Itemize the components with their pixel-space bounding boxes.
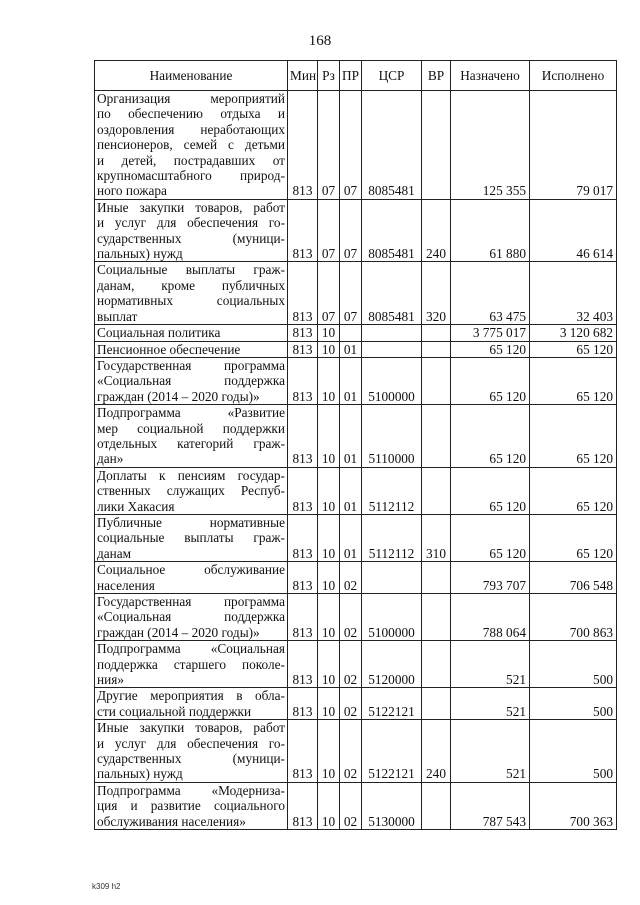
- cell-name-line: Публичные нормативные: [97, 514, 285, 530]
- header-assigned: Назначено: [451, 61, 530, 91]
- cell-min: 813: [288, 594, 318, 641]
- cell-rz: 10: [318, 467, 340, 514]
- cell-name-line: и услуг для обеспечения го-: [97, 215, 285, 231]
- cell-pr: 01: [340, 357, 362, 404]
- cell-rz: 10: [318, 782, 340, 829]
- cell-assigned: 793 707: [451, 562, 530, 594]
- cell-executed: 700 363: [530, 782, 617, 829]
- cell-csr: 5122121: [362, 688, 422, 720]
- cell-csr: 8085481: [362, 91, 422, 200]
- table-row: [95, 514, 617, 561]
- cell-name-line: Подпрограмма «Социальная: [97, 641, 285, 657]
- cell-name-line: пальных) нужд: [97, 246, 183, 262]
- cell-executed: 65 120: [530, 514, 617, 561]
- cell-name: [95, 325, 288, 341]
- cell-name: [95, 262, 288, 325]
- cell-name: [95, 720, 288, 783]
- cell-name-line: социальные выплаты граж-: [97, 530, 285, 546]
- cell-min: 813: [288, 514, 318, 561]
- cell-min: 813: [288, 341, 318, 357]
- cell-csr: 5122121: [362, 720, 422, 783]
- cell-name-line: Доплаты к пенсиям государ-: [97, 467, 285, 483]
- footer-stamp: k309 h2: [92, 882, 121, 891]
- cell-assigned: 521: [451, 720, 530, 783]
- cell-name-line: «Социальная поддержка: [97, 609, 285, 625]
- cell-pr: 01: [340, 467, 362, 514]
- cell-name-line: Другие мероприятия в обла-: [97, 688, 285, 704]
- cell-name-line: и услуг для обеспечения го-: [97, 735, 285, 751]
- cell-name-line: данам, кроме публичных: [97, 277, 285, 293]
- table-row: [95, 341, 617, 357]
- cell-pr: 02: [340, 594, 362, 641]
- cell-csr: 5112112: [362, 467, 422, 514]
- cell-assigned: 521: [451, 688, 530, 720]
- cell-vr: 310: [422, 514, 451, 561]
- cell-min: 813: [288, 467, 318, 514]
- cell-executed: 500: [530, 641, 617, 688]
- table-row: [95, 688, 617, 720]
- cell-name-line: лики Хакасия: [97, 498, 175, 514]
- cell-executed: 65 120: [530, 405, 617, 468]
- header-vr: ВР: [422, 61, 451, 91]
- cell-executed: 700 863: [530, 594, 617, 641]
- cell-rz: 10: [318, 641, 340, 688]
- cell-name-line: ного пожара: [97, 183, 167, 199]
- cell-name: [95, 199, 288, 262]
- cell-executed: 500: [530, 720, 617, 783]
- header-name: Наименование: [95, 61, 288, 91]
- cell-name-line: оздоровления неработающих: [97, 121, 285, 137]
- cell-pr: 07: [340, 199, 362, 262]
- cell-assigned: 787 543: [451, 782, 530, 829]
- cell-name: [95, 514, 288, 561]
- header-pr: ПР: [340, 61, 362, 91]
- cell-vr: [422, 688, 451, 720]
- cell-name-line: граждан (2014 – 2020 годы)»: [97, 388, 260, 404]
- cell-name-line: сударственных (муници-: [97, 751, 285, 767]
- cell-min: 813: [288, 199, 318, 262]
- cell-name-line: дан»: [97, 451, 124, 467]
- cell-name-line: пальных) нужд: [97, 766, 183, 782]
- table-row: [95, 357, 617, 404]
- cell-rz: 10: [318, 325, 340, 341]
- cell-assigned: 63 475: [451, 262, 530, 325]
- cell-name-line: нормативных социальных: [97, 293, 285, 309]
- cell-name: [95, 782, 288, 829]
- cell-min: 813: [288, 641, 318, 688]
- cell-executed: 79 017: [530, 91, 617, 200]
- cell-executed: 46 614: [530, 199, 617, 262]
- cell-assigned: 65 120: [451, 341, 530, 357]
- table-row: [95, 199, 617, 262]
- cell-name: [95, 594, 288, 641]
- cell-csr: 8085481: [362, 199, 422, 262]
- cell-pr: 02: [340, 562, 362, 594]
- cell-min: 813: [288, 357, 318, 404]
- cell-vr: [422, 562, 451, 594]
- header-executed: Исполнено: [530, 61, 617, 91]
- cell-rz: 10: [318, 562, 340, 594]
- cell-rz: 10: [318, 594, 340, 641]
- cell-rz: 10: [318, 720, 340, 783]
- header-rz: Рз: [318, 61, 340, 91]
- cell-name: [95, 405, 288, 468]
- cell-csr: 5112112: [362, 514, 422, 561]
- table-row: [95, 91, 617, 200]
- cell-vr: [422, 325, 451, 341]
- cell-name-line: Социальные выплаты граж-: [97, 262, 285, 278]
- cell-pr: 07: [340, 91, 362, 200]
- table-row: [95, 405, 617, 468]
- cell-csr: 5110000: [362, 405, 422, 468]
- cell-min: 813: [288, 325, 318, 341]
- cell-name-line: Организация мероприятий: [97, 91, 285, 106]
- cell-rz: 07: [318, 91, 340, 200]
- cell-executed: 65 120: [530, 341, 617, 357]
- budget-table: [94, 60, 617, 830]
- cell-name-line: Иные закупки товаров, работ: [97, 720, 285, 736]
- cell-rz: 07: [318, 262, 340, 325]
- cell-name-line: ция и развитие социального: [97, 798, 285, 814]
- table-row: [95, 641, 617, 688]
- cell-name: [95, 357, 288, 404]
- table-row: [95, 782, 617, 829]
- cell-name-line: поддержка старшего поколе-: [97, 656, 285, 672]
- cell-pr: 02: [340, 720, 362, 783]
- cell-rz: 10: [318, 357, 340, 404]
- cell-csr: 5100000: [362, 594, 422, 641]
- table-row: [95, 594, 617, 641]
- cell-pr: [340, 325, 362, 341]
- cell-name: [95, 562, 288, 594]
- cell-pr: 02: [340, 641, 362, 688]
- cell-min: 813: [288, 688, 318, 720]
- cell-vr: [422, 467, 451, 514]
- cell-name-line: населения: [97, 577, 155, 593]
- cell-name-line: мер социальной поддержки: [97, 420, 285, 436]
- cell-executed: 65 120: [530, 357, 617, 404]
- cell-name: [95, 688, 288, 720]
- cell-name-line: сударственных (муници-: [97, 230, 285, 246]
- cell-rz: 07: [318, 199, 340, 262]
- cell-name-line: Государственная программа: [97, 594, 285, 609]
- cell-name-line: «Социальная поддержка: [97, 373, 285, 389]
- cell-min: 813: [288, 562, 318, 594]
- cell-name-line: ственных служащих Респуб-: [97, 483, 285, 499]
- cell-vr: [422, 405, 451, 468]
- cell-assigned: 61 880: [451, 199, 530, 262]
- cell-csr: 8085481: [362, 262, 422, 325]
- cell-assigned: 521: [451, 641, 530, 688]
- cell-name: [95, 91, 288, 200]
- cell-executed: 65 120: [530, 467, 617, 514]
- cell-vr: [422, 641, 451, 688]
- cell-name-line: ния»: [97, 672, 124, 688]
- cell-assigned: 65 120: [451, 357, 530, 404]
- cell-executed: 3 120 682: [530, 325, 617, 341]
- table-header-row: [95, 61, 617, 91]
- cell-executed: 32 403: [530, 262, 617, 325]
- cell-name-line: выплат: [97, 308, 138, 324]
- table-body: [95, 91, 617, 830]
- header-csr: ЦСР: [362, 61, 422, 91]
- cell-rz: 10: [318, 341, 340, 357]
- cell-assigned: 65 120: [451, 405, 530, 468]
- cell-assigned: 3 775 017: [451, 325, 530, 341]
- cell-pr: 07: [340, 262, 362, 325]
- cell-assigned: 788 064: [451, 594, 530, 641]
- cell-vr: 320: [422, 262, 451, 325]
- cell-name-line: крупномасштабного природ-: [97, 168, 285, 184]
- cell-assigned: 65 120: [451, 467, 530, 514]
- cell-min: 813: [288, 720, 318, 783]
- cell-vr: [422, 357, 451, 404]
- cell-vr: [422, 782, 451, 829]
- cell-assigned: 125 355: [451, 91, 530, 200]
- cell-executed: 500: [530, 688, 617, 720]
- cell-name-line: Иные закупки товаров, работ: [97, 199, 285, 215]
- cell-rz: 10: [318, 514, 340, 561]
- cell-min: 813: [288, 262, 318, 325]
- page-number: 168: [308, 33, 332, 49]
- table-row: [95, 467, 617, 514]
- cell-min: 813: [288, 405, 318, 468]
- cell-csr: [362, 562, 422, 594]
- cell-csr: 5120000: [362, 641, 422, 688]
- cell-executed: 706 548: [530, 562, 617, 594]
- cell-min: 813: [288, 91, 318, 200]
- cell-name-line: Пенсионное обеспечение: [97, 341, 241, 357]
- cell-csr: 5130000: [362, 782, 422, 829]
- cell-name-line: по обеспечению отдыха и: [97, 106, 285, 122]
- cell-name: [95, 467, 288, 514]
- cell-name: [95, 341, 288, 357]
- cell-pr: 02: [340, 782, 362, 829]
- cell-name-line: Социальное обслуживание: [97, 562, 285, 578]
- cell-name-line: Государственная программа: [97, 357, 285, 373]
- cell-csr: 5100000: [362, 357, 422, 404]
- cell-rz: 10: [318, 405, 340, 468]
- cell-name-line: отдельных категорий граж-: [97, 435, 285, 451]
- cell-name-line: Подпрограмма «Модерниза-: [97, 782, 285, 798]
- table-row: [95, 325, 617, 341]
- header-min: Мин: [288, 61, 318, 91]
- cell-name-line: обслуживания населения»: [97, 813, 246, 829]
- table-row: [95, 562, 617, 594]
- cell-assigned: 65 120: [451, 514, 530, 561]
- cell-vr: [422, 594, 451, 641]
- cell-name: [95, 641, 288, 688]
- cell-pr: 02: [340, 688, 362, 720]
- cell-pr: 01: [340, 341, 362, 357]
- cell-pr: 01: [340, 514, 362, 561]
- cell-rz: 10: [318, 688, 340, 720]
- cell-name-line: граждан (2014 – 2020 годы)»: [97, 624, 260, 640]
- cell-name-line: данам: [97, 545, 132, 561]
- cell-pr: 01: [340, 405, 362, 468]
- cell-vr: [422, 91, 451, 200]
- cell-vr: [422, 341, 451, 357]
- cell-name-line: и детей, пострадавших от: [97, 152, 285, 168]
- cell-csr: [362, 325, 422, 341]
- cell-name-line: пенсионеров, семей с детьми: [97, 137, 285, 153]
- cell-min: 813: [288, 782, 318, 829]
- cell-name-line: Социальная политика: [97, 325, 221, 341]
- cell-csr: [362, 341, 422, 357]
- cell-vr: 240: [422, 720, 451, 783]
- cell-name-line: сти социальной поддержки: [97, 703, 252, 719]
- table-row: [95, 720, 617, 783]
- cell-vr: 240: [422, 199, 451, 262]
- cell-name-line: Подпрограмма «Развитие: [97, 405, 285, 421]
- table-row: [95, 262, 617, 325]
